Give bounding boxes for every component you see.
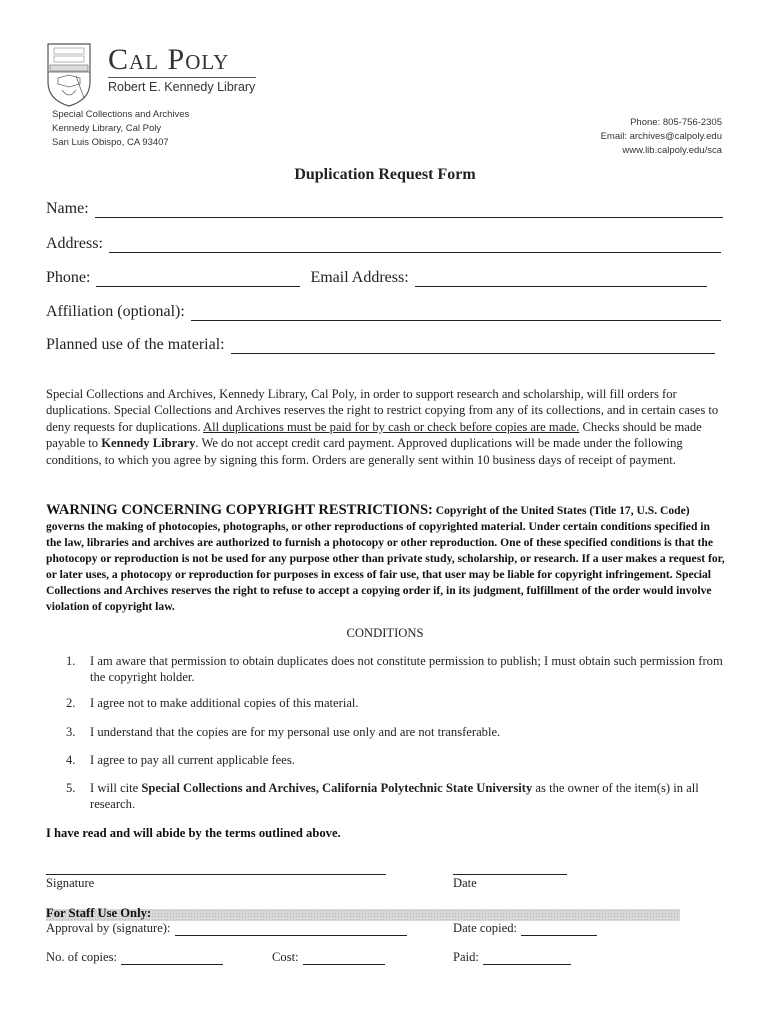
condition-text-part: as the owner of the item(s) in all research.	[90, 781, 699, 811]
intro-text: Checks should be made payable to	[46, 419, 702, 451]
contact-phone: Phone: 805-756-2305	[630, 117, 722, 128]
address-line: San Luis Obispo, CA 93407	[52, 137, 169, 148]
paid-field	[453, 950, 571, 965]
brand-name: Cal Poly	[108, 43, 230, 76]
condition-item	[66, 696, 726, 712]
cost-input-line[interactable]	[303, 954, 385, 965]
condition-number: 3.	[66, 725, 76, 739]
phone-input-line[interactable]	[96, 272, 300, 287]
name-input-line[interactable]	[95, 203, 723, 218]
address-line: Special Collections and Archives	[52, 109, 190, 120]
payment-notice: All duplications must be paid for by cash or check before copies are made.	[203, 419, 580, 434]
phone-label: Phone:	[46, 269, 91, 286]
paid-label: Paid:	[453, 950, 479, 964]
phone-email-row	[46, 269, 707, 287]
condition-text: I agree not to make additional copies of this material.	[90, 696, 359, 710]
condition-text: I agree to pay all current applicable fees.	[90, 753, 295, 767]
date-copied-input-line[interactable]	[521, 925, 597, 936]
condition-text: I understand that the copies are for my personal use only and are not transferable.	[90, 725, 501, 739]
cost-label: Cost:	[272, 950, 299, 964]
address-field	[46, 235, 721, 253]
date-copied-field	[453, 921, 597, 936]
contact-block	[601, 116, 722, 158]
date-label: Date	[453, 876, 477, 890]
signature-label: Signature	[46, 876, 95, 890]
address-input-line[interactable]	[109, 238, 721, 253]
date-copied-label: Date copied:	[453, 921, 517, 935]
copyright-warning	[46, 502, 726, 615]
condition-number: 4.	[66, 753, 76, 767]
cost-field	[272, 950, 385, 965]
condition-text: I am aware that permission to obtain duplicates does not constitute permission to publish; I must obtain such permission from the copyright holder.	[90, 654, 723, 684]
email-label: Email Address:	[310, 269, 409, 286]
copies-label: No. of copies:	[46, 950, 117, 964]
intro-paragraph	[46, 386, 726, 468]
condition-item	[66, 654, 726, 685]
staff-section-title: For Staff Use Only:	[46, 906, 152, 920]
address-line: Kennedy Library, Cal Poly	[52, 123, 162, 134]
affiliation-label: Affiliation (optional):	[46, 303, 185, 320]
brand-subtitle: Robert E. Kennedy Library	[108, 80, 256, 94]
email-input-line[interactable]	[415, 272, 707, 287]
address-label: Address:	[46, 235, 103, 252]
cal-poly-seal-icon	[44, 42, 94, 108]
condition-text-part: I will cite	[90, 781, 142, 795]
intro-text: Special Collections and Archives, Kennedy Library, Cal Poly, in order to support research and scholarship, will fill orders for duplications. Special Collections and Archives reserves the right to restrict copying from any of its collections, and in certain cases to deny requests for duplications.	[46, 387, 719, 434]
contact-email[interactable]: Email: archives@calpoly.edu	[600, 131, 722, 142]
name-label: Name:	[46, 200, 89, 217]
payee-name: Kennedy Library	[101, 436, 196, 451]
approval-field	[46, 921, 407, 936]
condition-item	[66, 781, 726, 812]
agreement-statement: I have read and will abide by the terms outlined above.	[46, 826, 341, 840]
warning-text: Copyright of the United States (Title 17, U.S. Code) governs the making of photocopies, photographs, or other reproductions of copyrighted material. Under certain conditions specified in the law, libraries and archives are authorized to furnish a photocopy or other reproduction. One of these specified conditions is that the photocopy or reproduction is not be used for any purpose other than private study, scholarship, or research. If a user makes a request for, or later uses, a photocopy or reproduction for purposes in excess of fair use, that user may be liable for copyright infringement. Special Collections and Archives reserves the right to refuse to accept a copying order if, in its judgment, fulfillment of the order would involve violation of copyright law.	[46, 504, 725, 613]
affiliation-field	[46, 303, 721, 321]
name-field	[46, 200, 723, 218]
brand-divider	[108, 77, 256, 78]
planned-use-input-line[interactable]	[231, 339, 715, 354]
signature-line[interactable]	[46, 860, 386, 875]
contact-website[interactable]: www.lib.calpoly.edu/sca	[622, 145, 722, 156]
condition-number: 5.	[66, 781, 76, 795]
copies-input-line[interactable]	[121, 954, 223, 965]
date-line[interactable]	[453, 860, 567, 875]
copies-field	[46, 950, 223, 965]
intro-text: . We do not accept credit card payment. Approved duplications will be made under the following conditions, to which you agree by signing this form. Orders are generally sent within 10 business days of receipt of payment.	[46, 436, 683, 467]
paid-input-line[interactable]	[483, 954, 571, 965]
condition-item	[66, 725, 726, 741]
address-block	[52, 108, 189, 150]
citation-owner: Special Collections and Archives, California Polytechnic State University	[141, 781, 533, 795]
approval-label: Approval by (signature):	[46, 921, 171, 935]
condition-number: 2.	[66, 696, 76, 710]
condition-text	[90, 781, 726, 812]
condition-number: 1.	[66, 654, 76, 668]
form-title: Duplication Request Form	[294, 166, 476, 183]
planned-use-field	[46, 336, 715, 354]
conditions-title: CONDITIONS	[346, 626, 424, 640]
affiliation-input-line[interactable]	[191, 306, 721, 321]
planned-use-label: Planned use of the material:	[46, 336, 225, 353]
warning-heading: WARNING CONCERNING COPYRIGHT RESTRICTIONS:	[46, 502, 433, 518]
condition-item	[66, 753, 726, 769]
approval-input-line[interactable]	[175, 925, 407, 936]
